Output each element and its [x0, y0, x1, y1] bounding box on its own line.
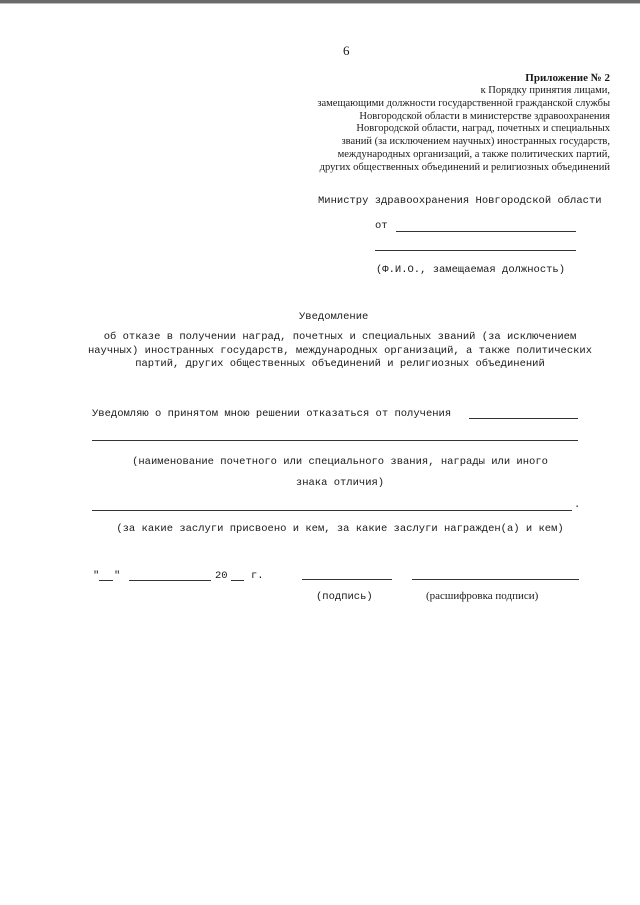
sender-position-field — [375, 250, 576, 251]
recipient-line: Министру здравоохранения Новгородской области — [318, 195, 602, 207]
merits-caption: (за какие заслуги присвоено и кем, за какие заслуги награжден(а) и кем) — [116, 523, 564, 535]
date-close-quote: " — [114, 570, 121, 582]
signature-decoding-field — [412, 579, 579, 580]
merits-field — [92, 510, 572, 511]
award-name-field-2 — [92, 440, 578, 441]
sender-caption: (Ф.И.О., замещаемая должность) — [376, 264, 566, 276]
appendix-line: замещающими должности государственной гражданской службы — [317, 97, 610, 109]
notice-subtitle-line: партий, других общественных объединений и религиозных объединений — [135, 358, 545, 370]
notice-subtitle-line: об отказе в получении наград, почетных и специальных званий (за исключением — [103, 331, 577, 343]
merits-field-period: . — [574, 499, 581, 511]
signature-caption: (подпись) — [316, 591, 373, 603]
scan-edge-shadow — [0, 3, 640, 4]
date-year-prefix: 20 — [215, 570, 228, 582]
notice-body-text: Уведомляю о принятом мною решении отказаться от получения — [92, 408, 452, 420]
date-month-field — [129, 580, 211, 581]
appendix-line: Новгородской области, наград, почетных и специальных — [356, 123, 610, 135]
signature-decoding-caption: (расшифровка подписи) — [426, 590, 539, 602]
appendix-line: других общественных объединений и религиозных объединений — [319, 161, 610, 173]
date-day-field — [99, 580, 113, 581]
page-number: 6 — [343, 43, 350, 58]
appendix-line: к Порядку принятия лицами, — [480, 85, 610, 96]
sender-name-field — [396, 231, 576, 232]
signature-field — [302, 579, 392, 580]
award-caption-line2: знака отличия) — [295, 477, 385, 489]
from-label: от — [375, 220, 388, 232]
date-year-field — [231, 580, 244, 581]
notice-subtitle-line: научных) иностранных государств, международных организаций, а также политических — [87, 344, 593, 357]
appendix-line: званий (за исключением научных) иностранных государств, — [341, 136, 610, 148]
appendix-line: международных организаций, а также политических партий, — [337, 148, 610, 160]
appendix-reference — [317, 85, 610, 175]
award-name-field-1 — [469, 418, 578, 419]
notice-subtitle — [60, 331, 620, 372]
date-year-suffix: г. — [251, 570, 264, 582]
appendix-line: Новгородской области в министерстве здравоохранения — [359, 110, 610, 122]
award-caption-line1: (наименование почетного или специального звания, награды или иного — [132, 456, 548, 468]
notice-title: Уведомление — [299, 311, 369, 323]
date-open-quote: " — [93, 570, 100, 582]
appendix-title: Приложение № 2 — [525, 72, 610, 84]
